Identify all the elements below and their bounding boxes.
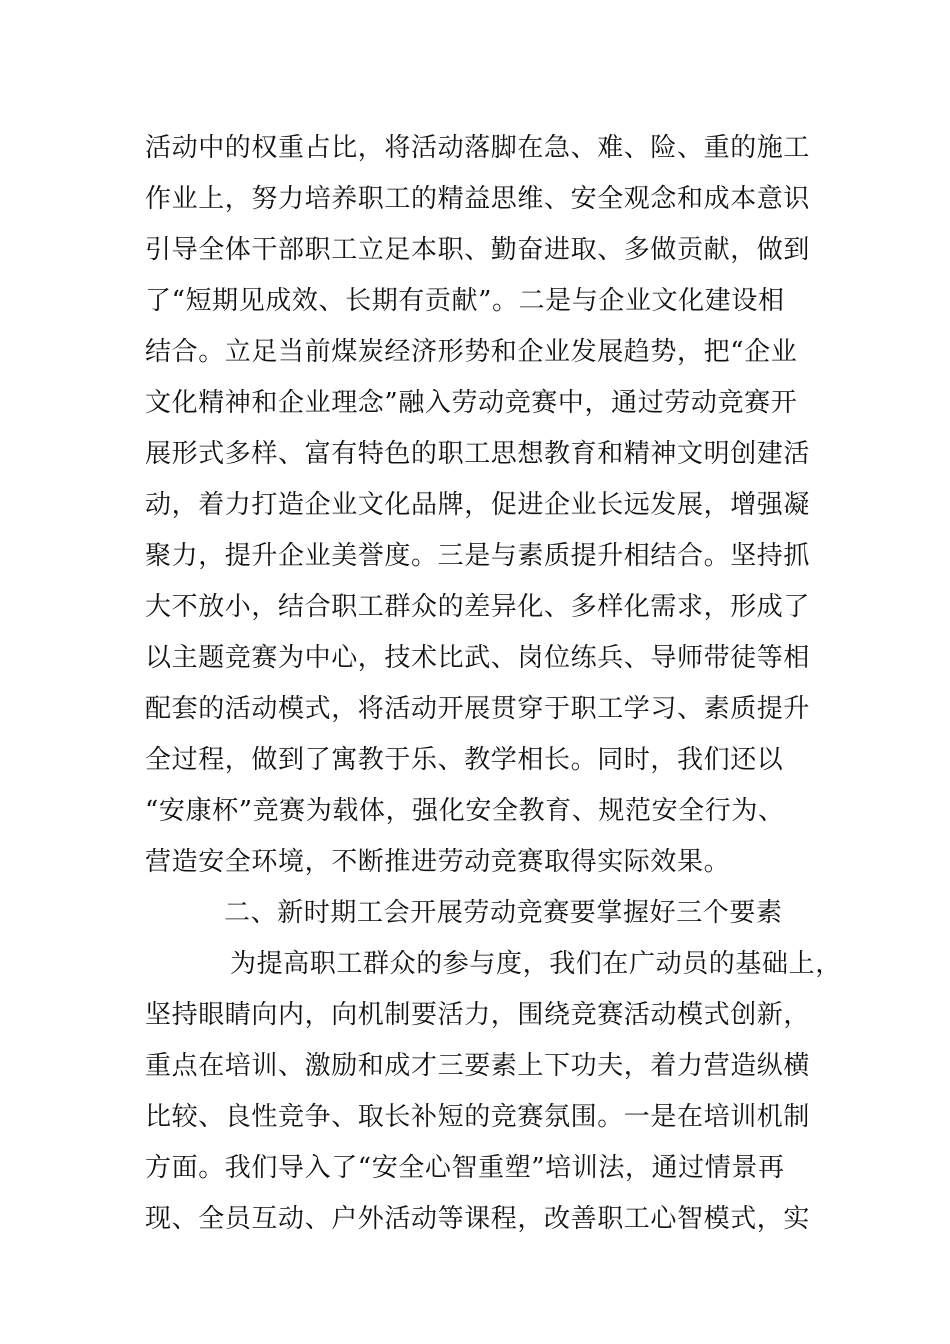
text-line: 动，着力打造企业文化品牌，促进企业长远发展，增强凝 (145, 490, 811, 520)
paragraph-first-line: 为提高职工群众的参与度，我们在广动员的基础上， (230, 949, 842, 979)
text-line: 了“短期见成效、长期有贡献”。二是与企业文化建设相 (145, 286, 785, 316)
text-line: 结合。立足当前煤炭经济形势和企业发展趋势，把“企业 (145, 337, 798, 367)
text-line: 活动中的权重占比，将活动落脚在急、难、险、重的施工 (145, 133, 811, 163)
text-line: 比较、良性竞争、取长补短的竞赛氛围。一是在培训机制 (145, 1102, 811, 1132)
text-line: 现、全员互动、户外活动等课程，改善职工心智模式，实 (145, 1204, 811, 1234)
section-heading: 二、新时期工会开展劳动竞赛要掌握好三个要素 (224, 898, 783, 928)
text-line: 文化精神和企业理念”融入劳动竞赛中，通过劳动竞赛开 (145, 388, 798, 418)
text-line: “安康杯”竞赛为载体，强化安全教育、规范安全行为、 (145, 796, 785, 826)
text-line: 以主题竞赛为中心，技术比武、岗位练兵、导师带徒等相 (145, 643, 811, 673)
text-line: 重点在培训、激励和成才三要素上下功夫，着力营造纵横 (145, 1051, 811, 1081)
text-line: 营造安全环境，不断推进劳动竞赛取得实际效果。 (145, 847, 731, 877)
text-line: 坚持眼睛向内，向机制要活力，围绕竞赛活动模式创新， (145, 1000, 811, 1030)
text-line: 展形式多样、富有特色的职工思想教育和精神文明创建活 (145, 439, 811, 469)
text-line: 聚力，提升企业美誉度。三是与素质提升相结合。坚持抓 (145, 541, 811, 571)
text-line: 方面。我们导入了“安全心智重塑”培训法，通过情景再 (145, 1153, 785, 1183)
text-line: 大不放小，结合职工群众的差异化、多样化需求，形成了 (145, 592, 811, 622)
text-line: 配套的活动模式，将活动开展贯穿于职工学习、素质提升 (145, 694, 811, 724)
text-line: 全过程，做到了寓教于乐、教学相长。同时，我们还以 (145, 745, 784, 775)
text-line: 作业上，努力培养职工的精益思维、安全观念和成本意识 (145, 184, 811, 214)
text-line: 引导全体干部职工立足本职、勤奋进取、多做贡献，做到 (145, 235, 811, 265)
